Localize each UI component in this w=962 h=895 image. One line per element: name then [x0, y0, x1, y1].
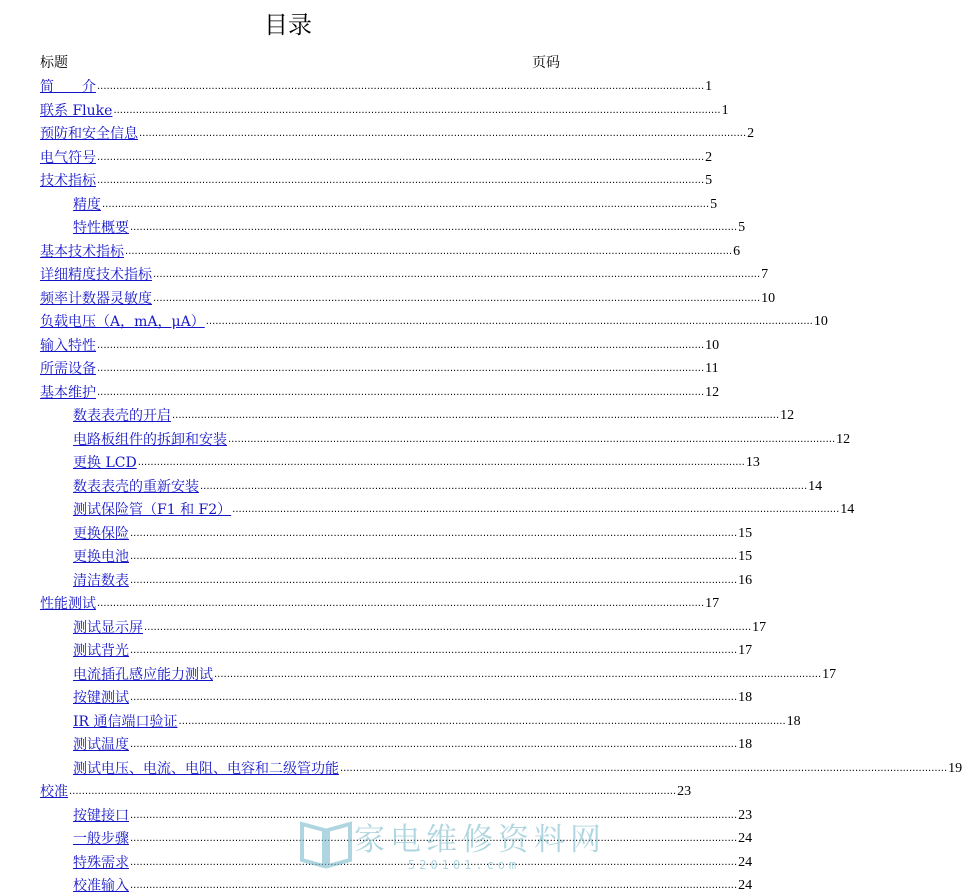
- toc-leader-dots: [130, 525, 737, 543]
- toc-leader-dots: [97, 337, 704, 355]
- toc-leader-dots: [144, 619, 751, 637]
- toc-page-number: 18: [738, 737, 753, 752]
- toc-entry-link[interactable]: 数表表壳的开启: [73, 408, 171, 424]
- toc-entry-link[interactable]: 电气符号: [40, 149, 96, 166]
- toc-entry-link[interactable]: 所需设备: [40, 361, 96, 377]
- toc-page-number: 17: [752, 619, 767, 635]
- toc-leader-dots: [102, 196, 709, 214]
- toc-page-number: 24: [738, 831, 753, 846]
- toc-page-number: 19: [948, 760, 962, 776]
- toc-entry-link[interactable]: 技术指标: [40, 173, 96, 189]
- column-header-title: 标题: [40, 55, 68, 71]
- toc-entry-link[interactable]: 预防和安全信息: [40, 126, 138, 142]
- toc-entry-link[interactable]: 按键测试: [73, 690, 129, 706]
- toc-page-number: 5: [705, 173, 713, 188]
- toc-leader-dots: [138, 454, 745, 472]
- toc-entry[interactable]: [73, 638, 753, 660]
- toc-entry-link[interactable]: 精度: [73, 196, 101, 213]
- toc-page-number: 15: [738, 549, 753, 564]
- toc-leader-dots: [97, 595, 704, 613]
- toc-page-number: 5: [738, 220, 746, 235]
- toc-entry[interactable]: [40, 121, 755, 143]
- toc-entry-link[interactable]: 详细精度技术指标: [40, 267, 152, 283]
- toc-leader-dots: [200, 478, 807, 496]
- toc-leader-dots: [179, 713, 786, 731]
- toc-entry-link[interactable]: 特性概要: [73, 220, 129, 236]
- toc-page-number: 24: [738, 854, 753, 870]
- toc-entry-link[interactable]: 基本维护: [40, 384, 96, 401]
- toc-entry-link[interactable]: 按键接口: [73, 807, 129, 824]
- toc-entry-link[interactable]: 测试保险管（F1 和 F2）: [73, 502, 232, 518]
- toc-leader-dots: [130, 642, 737, 660]
- toc-entry-link[interactable]: IR 通信端口验证: [73, 713, 178, 730]
- toc-page-number: 12: [836, 431, 851, 447]
- toc-leader-dots: [130, 736, 737, 754]
- toc-entry[interactable]: [40, 356, 719, 378]
- toc-page-number: 10: [813, 314, 828, 329]
- toc-page-number: 24: [738, 878, 753, 893]
- toc-entry[interactable]: [73, 756, 962, 778]
- column-header-page: 页码: [532, 55, 560, 71]
- toc-entry-link[interactable]: 特殊需求: [73, 854, 129, 871]
- toc-entry-link[interactable]: 校准: [40, 784, 68, 800]
- toc-entry-link[interactable]: 简 介: [40, 79, 96, 95]
- toc-entry[interactable]: [40, 380, 720, 402]
- toc-page-number: 12: [780, 408, 795, 423]
- toc-page-number: 6: [733, 243, 741, 259]
- toc-leader-dots: [97, 384, 704, 402]
- toc-entry[interactable]: [73, 215, 746, 237]
- toc-entry-link[interactable]: 一般步骤: [73, 831, 129, 847]
- toc-entry-link[interactable]: 电流插孔感应能力测试: [73, 666, 213, 683]
- toc-entry[interactable]: [73, 427, 851, 449]
- toc-page-number: 2: [747, 126, 755, 141]
- toc-entry-link[interactable]: 测试温度: [73, 737, 129, 753]
- toc-leader-dots: [130, 689, 737, 707]
- toc-entry[interactable]: [40, 333, 720, 355]
- toc-entry[interactable]: [73, 192, 718, 214]
- toc-entry[interactable]: [40, 262, 769, 284]
- watermark: [298, 806, 606, 891]
- toc-entry[interactable]: [40, 239, 741, 261]
- toc-entry-link[interactable]: 频率计数器灵敏度: [40, 290, 152, 307]
- toc-page-number: 17: [705, 596, 720, 611]
- toc-entry-link[interactable]: 电路板组件的拆卸和安装: [73, 431, 227, 448]
- toc-leader-dots: [130, 219, 737, 237]
- toc-leader-dots: [125, 243, 732, 261]
- toc-page-number: 18: [738, 690, 753, 705]
- toc-page-number: 5: [710, 196, 718, 212]
- toc-entry-link[interactable]: 性能测试: [40, 596, 96, 612]
- toc-entry-link[interactable]: 输入特性: [40, 337, 96, 354]
- toc-entry[interactable]: [73, 521, 753, 543]
- toc-page-number: 23: [738, 807, 753, 823]
- toc-leader-dots: [340, 760, 947, 778]
- toc-page-number: 11: [705, 361, 719, 376]
- toc-entry[interactable]: [73, 450, 760, 472]
- toc-leader-dots: [206, 313, 813, 331]
- toc-page-number: 1: [721, 102, 729, 118]
- toc-entry[interactable]: [73, 544, 753, 566]
- toc-leader-dots: [228, 431, 835, 449]
- toc-page-number: 18: [786, 713, 801, 729]
- toc-entry-link[interactable]: 测试显示屏: [73, 619, 143, 636]
- toc-entry[interactable]: [73, 568, 753, 590]
- toc-entry[interactable]: [73, 474, 823, 496]
- toc-leader-dots: [130, 548, 737, 566]
- toc-leader-dots: [97, 360, 704, 378]
- toc-page-number: 15: [738, 525, 753, 541]
- toc-leader-dots: [69, 783, 676, 801]
- toc-leader-dots: [139, 125, 746, 143]
- toc-page-number: 17: [738, 643, 753, 658]
- toc-entry[interactable]: [73, 685, 753, 707]
- toc-entry[interactable]: [73, 709, 801, 731]
- toc-page-number: 16: [738, 572, 753, 588]
- toc-leader-dots: [97, 78, 704, 96]
- toc-entry[interactable]: [40, 309, 828, 331]
- toc-entry[interactable]: [73, 615, 767, 637]
- toc-page-number: 12: [705, 384, 720, 400]
- toc-entry[interactable]: [40, 779, 692, 801]
- toc-entry-link[interactable]: 测试电压、电流、电阻、电容和二级管功能: [73, 760, 339, 777]
- toc-entry-link[interactable]: 基本技术指标: [40, 243, 124, 260]
- toc-entry-link[interactable]: 负载电压（A，mA，μA）: [40, 314, 205, 330]
- toc-page-number: 2: [705, 149, 713, 165]
- toc-entry-link[interactable]: 更换 LCD: [73, 455, 137, 471]
- toc-leader-dots: [97, 149, 704, 167]
- toc-entry[interactable]: [40, 286, 776, 308]
- toc-entry[interactable]: [40, 74, 713, 96]
- toc-page-number: 10: [705, 337, 720, 353]
- toc-entry[interactable]: [40, 591, 720, 613]
- toc-page-number: 14: [808, 478, 823, 494]
- toc-leader-dots: [214, 666, 821, 684]
- watermark-url: 520101.com: [408, 858, 521, 872]
- book-logo-icon: [298, 812, 354, 872]
- toc-entry[interactable]: [73, 732, 753, 754]
- toc-entry-link[interactable]: 测试背光: [73, 643, 129, 659]
- watermark-text: 家电维修资料网: [354, 822, 606, 858]
- toc-entry[interactable]: [40, 168, 713, 190]
- toc-entry[interactable]: [40, 98, 729, 120]
- toc-entry-link[interactable]: 联系 Fluke: [40, 102, 113, 119]
- toc-page-number: 17: [822, 666, 837, 682]
- toc-leader-dots: [153, 290, 760, 308]
- toc-entry[interactable]: [73, 497, 855, 519]
- toc-leader-dots: [97, 172, 704, 190]
- toc-page-number: 13: [745, 455, 760, 470]
- toc-page-number: 14: [840, 502, 855, 517]
- toc-entry-link[interactable]: 数表表壳的重新安装: [73, 478, 199, 495]
- toc-entry[interactable]: [73, 403, 795, 425]
- toc-leader-dots: [130, 572, 737, 590]
- toc-page-number: 23: [677, 784, 692, 799]
- toc-entry-link[interactable]: 清洁数表: [73, 572, 129, 589]
- toc-page-number: 1: [705, 79, 713, 94]
- toc-leader-dots: [232, 501, 839, 519]
- toc-leader-dots: [172, 407, 779, 425]
- toc-entry-link[interactable]: 更换电池: [73, 549, 129, 565]
- toc-leader-dots: [153, 266, 760, 284]
- toc-page-number: 10: [761, 290, 776, 306]
- toc-entry-link[interactable]: 更换保险: [73, 525, 129, 542]
- toc-entry[interactable]: [73, 662, 837, 684]
- toc-entry[interactable]: [40, 145, 713, 167]
- page-title: 目录: [264, 11, 312, 39]
- toc-entry-link[interactable]: 校准输入: [73, 878, 129, 894]
- toc-leader-dots: [113, 102, 720, 120]
- toc-page-number: 7: [761, 267, 769, 282]
